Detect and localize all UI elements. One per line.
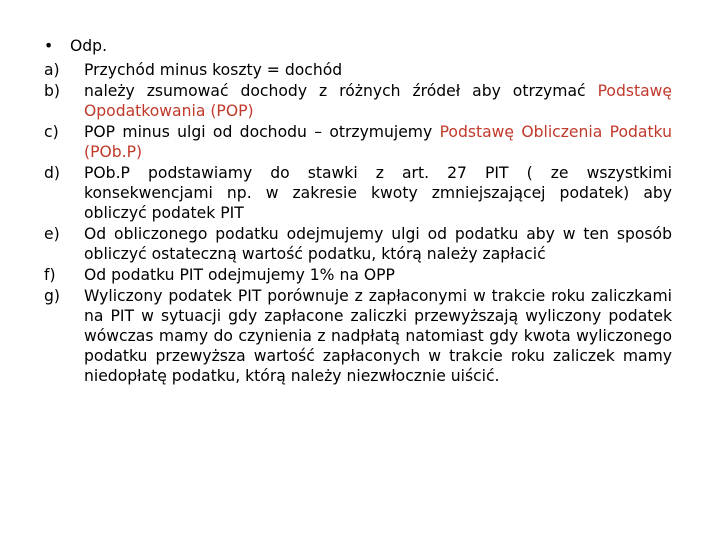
list-marker: d): [44, 164, 60, 182]
list-item: [44, 286, 672, 386]
list-marker: g): [44, 287, 60, 305]
text-run: Przychód minus koszty = dochód: [84, 61, 343, 79]
list-item: [44, 122, 672, 162]
text-run: Wyliczony podatek PIT porównuje z zapłaconymi w trakcie roku zaliczkami na PIT w sytuacji gdy zapłacone zaliczki przewyższają wyliczony podatek wówczas mamy do czynienia z nadpłatą natomiast gdy kwota wyliczonego podatku przewyższa wartość zapłaconych w trakcie roku zaliczek mamy niedopłatę podatku, którą należy niezwłocznie uiścić.: [84, 287, 672, 385]
list-item-text: [84, 60, 672, 80]
highlighted-term: Podstawę Opodatkowania (POP): [84, 82, 672, 120]
list-item: [44, 163, 672, 223]
text-run: Od obliczonego podatku odejmujemy ulgi od podatku aby w ten sposób obliczyć ostateczną wartość podatku, którą należy zapłacić: [84, 225, 672, 263]
text-run: należy zsumować dochody z różnych źródeł aby otrzymać: [84, 82, 598, 100]
list-item-text: [84, 224, 672, 264]
list-item: [44, 265, 672, 285]
list-item: [44, 60, 672, 80]
list-item-text: [84, 286, 672, 386]
list-item-text: [84, 81, 672, 121]
highlighted-term: Podstawę Obliczenia Podatku (POb.P): [84, 123, 672, 161]
list-marker: a): [44, 61, 60, 79]
list-marker: e): [44, 225, 60, 243]
list-item: [44, 81, 672, 121]
list-marker: b): [44, 82, 60, 100]
heading-text: Odp.: [70, 37, 108, 55]
list-marker: c): [44, 123, 59, 141]
list-marker: f): [44, 266, 56, 284]
bullet-icon: •: [44, 37, 54, 55]
text-run: POP minus ulgi od dochodu – otrzymujemy: [84, 123, 440, 141]
list-item-text: [84, 122, 672, 162]
text-run: POb.P podstawiamy do stawki z art. 27 PIT ( ze wszystkimi konsekwencjami np. w zakresie kwoty zmniejszającej podatek) aby obliczyć podatek PIT: [84, 164, 672, 222]
list-item: [44, 224, 672, 264]
answer-list: [44, 60, 672, 387]
list-item-text: [84, 265, 672, 285]
heading-line: [44, 36, 107, 56]
text-run: Od podatku PIT odejmujemy 1% na OPP: [84, 266, 395, 284]
list-item-text: [84, 163, 672, 223]
